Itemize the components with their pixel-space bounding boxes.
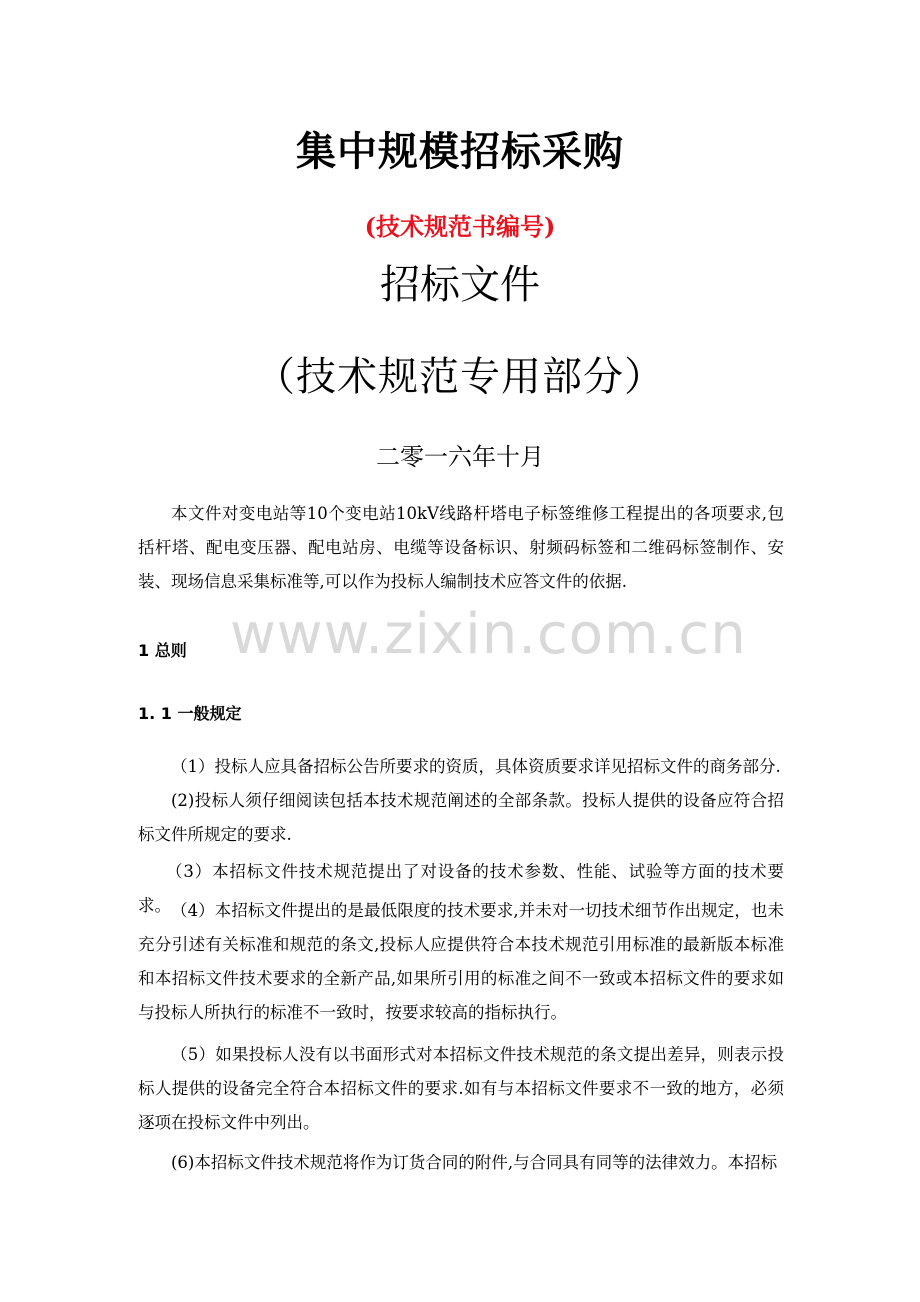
clause-6: (6)本招标文件技术规范将作为订货合同的附件,与合同具有同等的法律效力。本招标 xyxy=(171,1153,778,1172)
clause-3: （3）本招标文件技术规范提出了对设备的技术参数、性能、试验等方面的技术要求。 xyxy=(138,862,784,915)
clause-5: （5）如果投标人没有以书面形式对本招标文件技术规范的条文提出差异，则表示投标人提供的设备完全符合本招标文件的要求.如有与本招标文件要求不一致的地方，必须逐项在投标文件中列出。 xyxy=(138,1045,784,1132)
document-subtitle: （技术规范专用部分） xyxy=(255,354,665,400)
section-heading-1-1: 1. 1 一般规定 xyxy=(138,704,242,723)
clause-2: (2)投标人须仔细阅读包括本技术规范阐述的全部条款。投标人提供的设备应符合招标文件所规定的要求. xyxy=(138,791,784,844)
watermark: www.zixin.com.cn xyxy=(230,602,747,667)
spec-number-label: (技术规范书编号) xyxy=(364,212,556,241)
document-date: 二零一六年十月 xyxy=(376,443,544,471)
document-type: 招标文件 xyxy=(380,262,540,308)
document-title: 集中规模招标采购 xyxy=(296,128,624,175)
intro-paragraph: 本文件对变电站等10个变电站10kV线路杆塔电子标签维修工程提出的各项要求,包括杆塔、配电变压器、配电站房、电缆等设备标识、射频码标签和二维码标签制作、安装、现场信息采集标准等,可以作为投标人编制技术应答文件的依据. xyxy=(138,504,784,591)
section-heading-1: 1 总则 xyxy=(138,641,187,660)
clause-1: （1）投标人应具备招标公告所要求的资质，具体资质要求详见招标文件的商务部分. xyxy=(171,757,781,776)
clause-4: （4）本招标文件提出的是最低限度的技术要求,并未对一切技术细节作出规定，也未充分引述有关标准和规范的条文,投标人应提供符合本技术规范引用标准的最新版本标准和本招标文件技术要求的全新产品,如果所引用的标准之间不一致或本招标文件的要求如与投标人所执行的标准不一致时，按要求较高的指标执行。 xyxy=(138,901,784,1022)
